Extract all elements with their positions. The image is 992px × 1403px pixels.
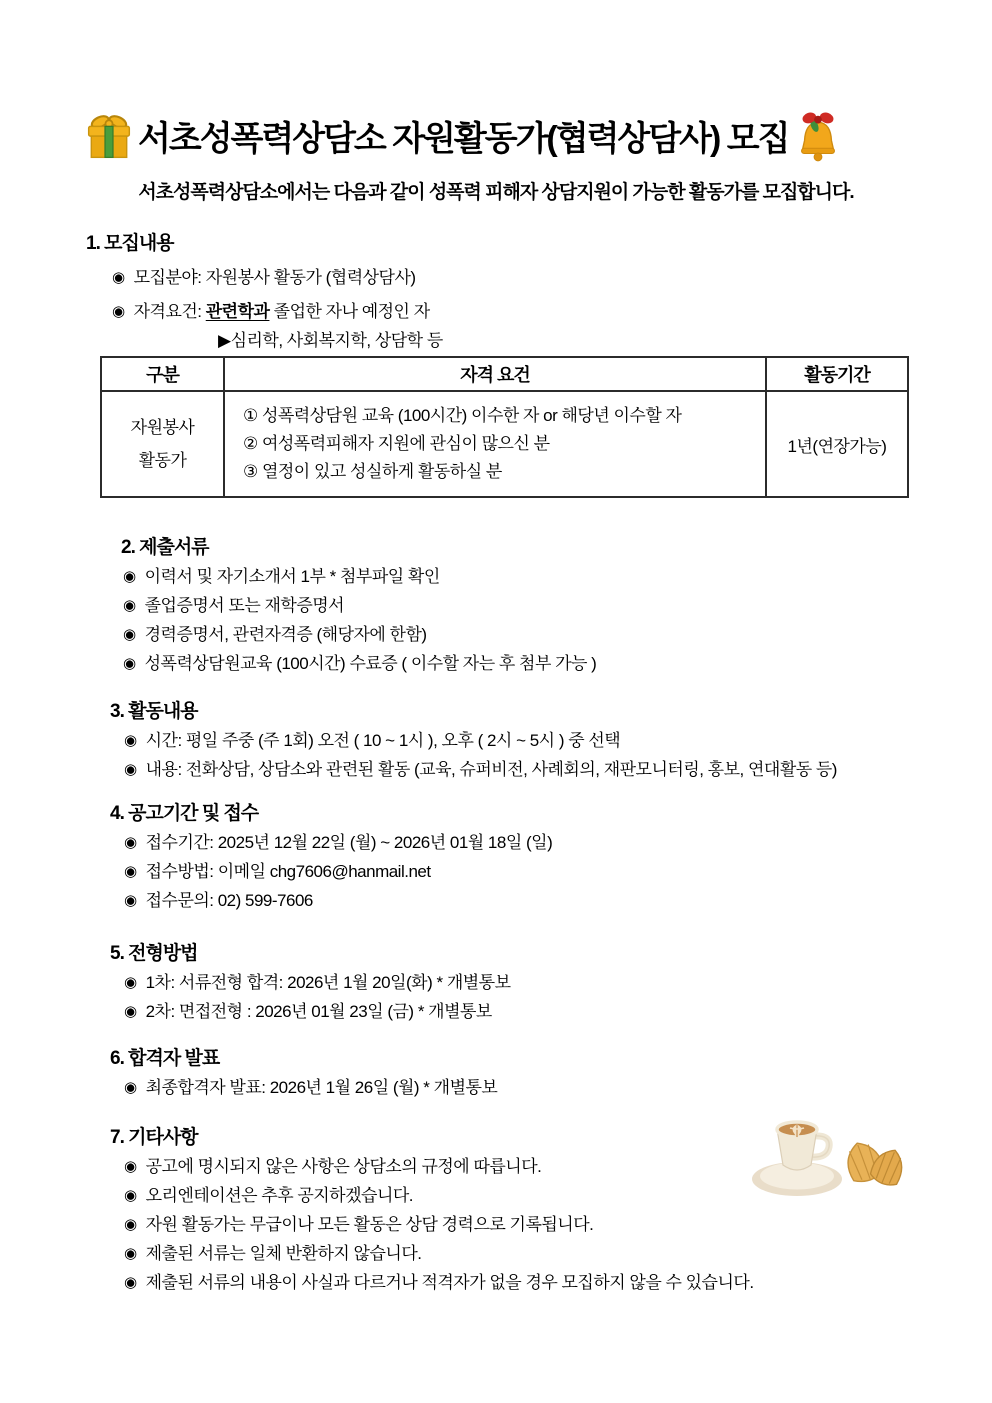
fisheye-bullet-icon: ◉ [112, 303, 125, 320]
section-activities-heading: 3. 활동내용 [110, 701, 198, 722]
section-announcement-heading: 6. 합격자 발표 [110, 1048, 220, 1069]
fisheye-bullet-icon: ◉ [124, 1003, 137, 1020]
fisheye-bullet-icon: ◉ [124, 732, 137, 749]
table-row [101, 391, 908, 497]
section-application-heading: 4. 공고기간 및 접수 [110, 803, 259, 824]
coffee-cup-image [750, 1102, 850, 1207]
table-cell-category [101, 391, 224, 497]
item-text: 공고에 명시되지 않은 사항은 상담소의 규정에 따릅니다. [145, 1157, 542, 1176]
list-item [124, 1076, 906, 1100]
list-item [123, 594, 906, 618]
category-line: 자원봉사 [130, 418, 195, 437]
list-item [123, 565, 906, 589]
fisheye-bullet-icon: ◉ [123, 655, 136, 672]
table-cell-period: 1년(연장가능) [766, 391, 908, 497]
table-cell-requirements [224, 391, 766, 497]
item-text: 오리엔테이션은 추후 공지하겠습니다. [145, 1186, 414, 1205]
section-etc-heading: 7. 기타사항 [110, 1127, 198, 1148]
list-item [123, 652, 906, 676]
list-item [123, 623, 906, 647]
list-item [124, 971, 906, 995]
table-header-period: 활동기간 [766, 357, 908, 391]
fisheye-bullet-icon: ◉ [124, 1158, 137, 1175]
table-header-requirements: 자격 요건 [224, 357, 766, 391]
section-submission-heading: 2. 제출서류 [121, 537, 209, 558]
list-item [124, 889, 906, 913]
application-email-text: 접수방법: 이메일 chg7606@hanmail.net [145, 862, 431, 881]
item-text: 이력서 및 자기소개서 1부 * 첨부파일 확인 [144, 567, 440, 586]
recruit-field-text: 모집분야: 자원봉사 활동가 (협력상담사) [133, 268, 416, 287]
list-item [124, 831, 906, 855]
section-submission [86, 536, 906, 676]
fisheye-bullet-icon: ◉ [124, 1216, 137, 1233]
list-item [124, 1242, 906, 1266]
recruit-qualification-text [134, 300, 430, 324]
fisheye-bullet-icon: ◉ [124, 761, 137, 778]
fisheye-bullet-icon: ◉ [124, 834, 137, 851]
list-item [124, 1213, 906, 1237]
section-application [86, 802, 906, 913]
item-text: 자원 활동가는 무급이나 모든 활동은 상담 경력으로 기록됩니다. [145, 1215, 594, 1234]
document-subtitle: 서초성폭력상담소에서는 다음과 같이 성폭력 피해자 상담지원이 가능한 활동가를 모집합니다. [138, 182, 854, 203]
fisheye-bullet-icon: ◉ [112, 269, 125, 286]
qualification-prefix: 자격요건: [133, 302, 206, 321]
item-text: 최종합격자 발표: 2026년 1월 26일 (월) * 개별통보 [145, 1078, 498, 1097]
fisheye-bullet-icon: ◉ [124, 1245, 137, 1262]
fisheye-bullet-icon: ◉ [124, 1187, 137, 1204]
requirement-line: ③ 열정이 있고 성실하게 활동하실 분 [243, 462, 502, 481]
fisheye-bullet-icon: ◉ [124, 1079, 137, 1096]
item-text: 시간: 평일 주중 (주 1회) 오전 ( 10 ~ 1시 ), 오후 ( 2시 ~ 5시 ) 중 선택 [145, 731, 621, 750]
item-text: 내용: 전화상담, 상담소와 관련된 활동 (교육, 슈퍼비전, 사례회의, 재판모니터링, 홍보, 연대활동 등) [145, 760, 837, 779]
item-text: 성폭력상담원교육 (100시간) 수료증 ( 이수할 자는 후 첨부 가능 ) [144, 654, 597, 673]
item-text: 2차: 면접전형 : 2026년 01월 23일 (금) * 개별통보 [145, 1002, 492, 1021]
gift-icon [86, 113, 132, 166]
fisheye-bullet-icon: ◉ [124, 863, 137, 880]
requirement-line: ② 여성폭력피해자 지원에 관심이 많으신 분 [243, 434, 550, 453]
section-selection-heading: 5. 전형방법 [110, 943, 198, 964]
qualification-suffix: 졸업한 자나 예정인 자 [269, 302, 430, 321]
list-item [112, 266, 906, 290]
table-header-category: 구분 [101, 357, 224, 391]
fisheye-bullet-icon: ◉ [124, 974, 137, 991]
page-title: 서초성폭력상담소 자원활동가(협력상담사) 모집 [138, 120, 789, 158]
fisheye-bullet-icon: ◉ [124, 1274, 137, 1291]
qualification-underlined: 관련학과 [205, 302, 270, 321]
qualification-table [100, 356, 909, 498]
item-text: 1차: 서류전형 합격: 2026년 1월 20일(화) * 개별통보 [145, 973, 511, 992]
list-item [124, 860, 906, 884]
bell-icon [794, 111, 842, 168]
item-text: 접수기간: 2025년 12월 22일 (월) ~ 2026년 01월 18일 (일) [145, 833, 553, 852]
list-item [124, 729, 906, 753]
application-phone-text: 접수문의: 02) 599-7606 [145, 891, 313, 910]
item-text: 졸업증명서 또는 재학증명서 [144, 596, 345, 615]
requirement-line: ① 성폭력상담원 교육 (100시간) 이수한 자 or 해당년 이수할 자 [243, 406, 682, 425]
document-title-row [86, 114, 906, 164]
fisheye-bullet-icon: ◉ [124, 892, 137, 909]
table-header-row [101, 357, 908, 391]
section-recruitment-heading: 1. 모집내용 [86, 233, 174, 254]
category-line: 활동가 [138, 451, 187, 470]
list-item [124, 758, 906, 782]
section-recruitment [86, 232, 906, 498]
section-announcement [86, 1047, 906, 1100]
fisheye-bullet-icon: ◉ [123, 626, 136, 643]
list-item [124, 1000, 906, 1024]
fisheye-bullet-icon: ◉ [123, 597, 136, 614]
section-selection [86, 942, 906, 1024]
item-text: 제출된 서류의 내용이 사실과 다르거나 적격자가 없을 경우 모집하지 않을 수 있습니다. [145, 1273, 754, 1292]
fisheye-bullet-icon: ◉ [123, 568, 136, 585]
list-item [112, 300, 906, 324]
list-item [124, 1271, 906, 1295]
item-text: 제출된 서류는 일체 반환하지 않습니다. [145, 1244, 422, 1263]
item-text: 경력증명서, 관련자격증 (해당자에 한함) [144, 625, 427, 644]
qualification-note: ▶심리학, 사회복지학, 상담학 등 [218, 331, 443, 350]
madeleine-cookies-image [840, 1132, 910, 1197]
section-activities [86, 700, 906, 782]
